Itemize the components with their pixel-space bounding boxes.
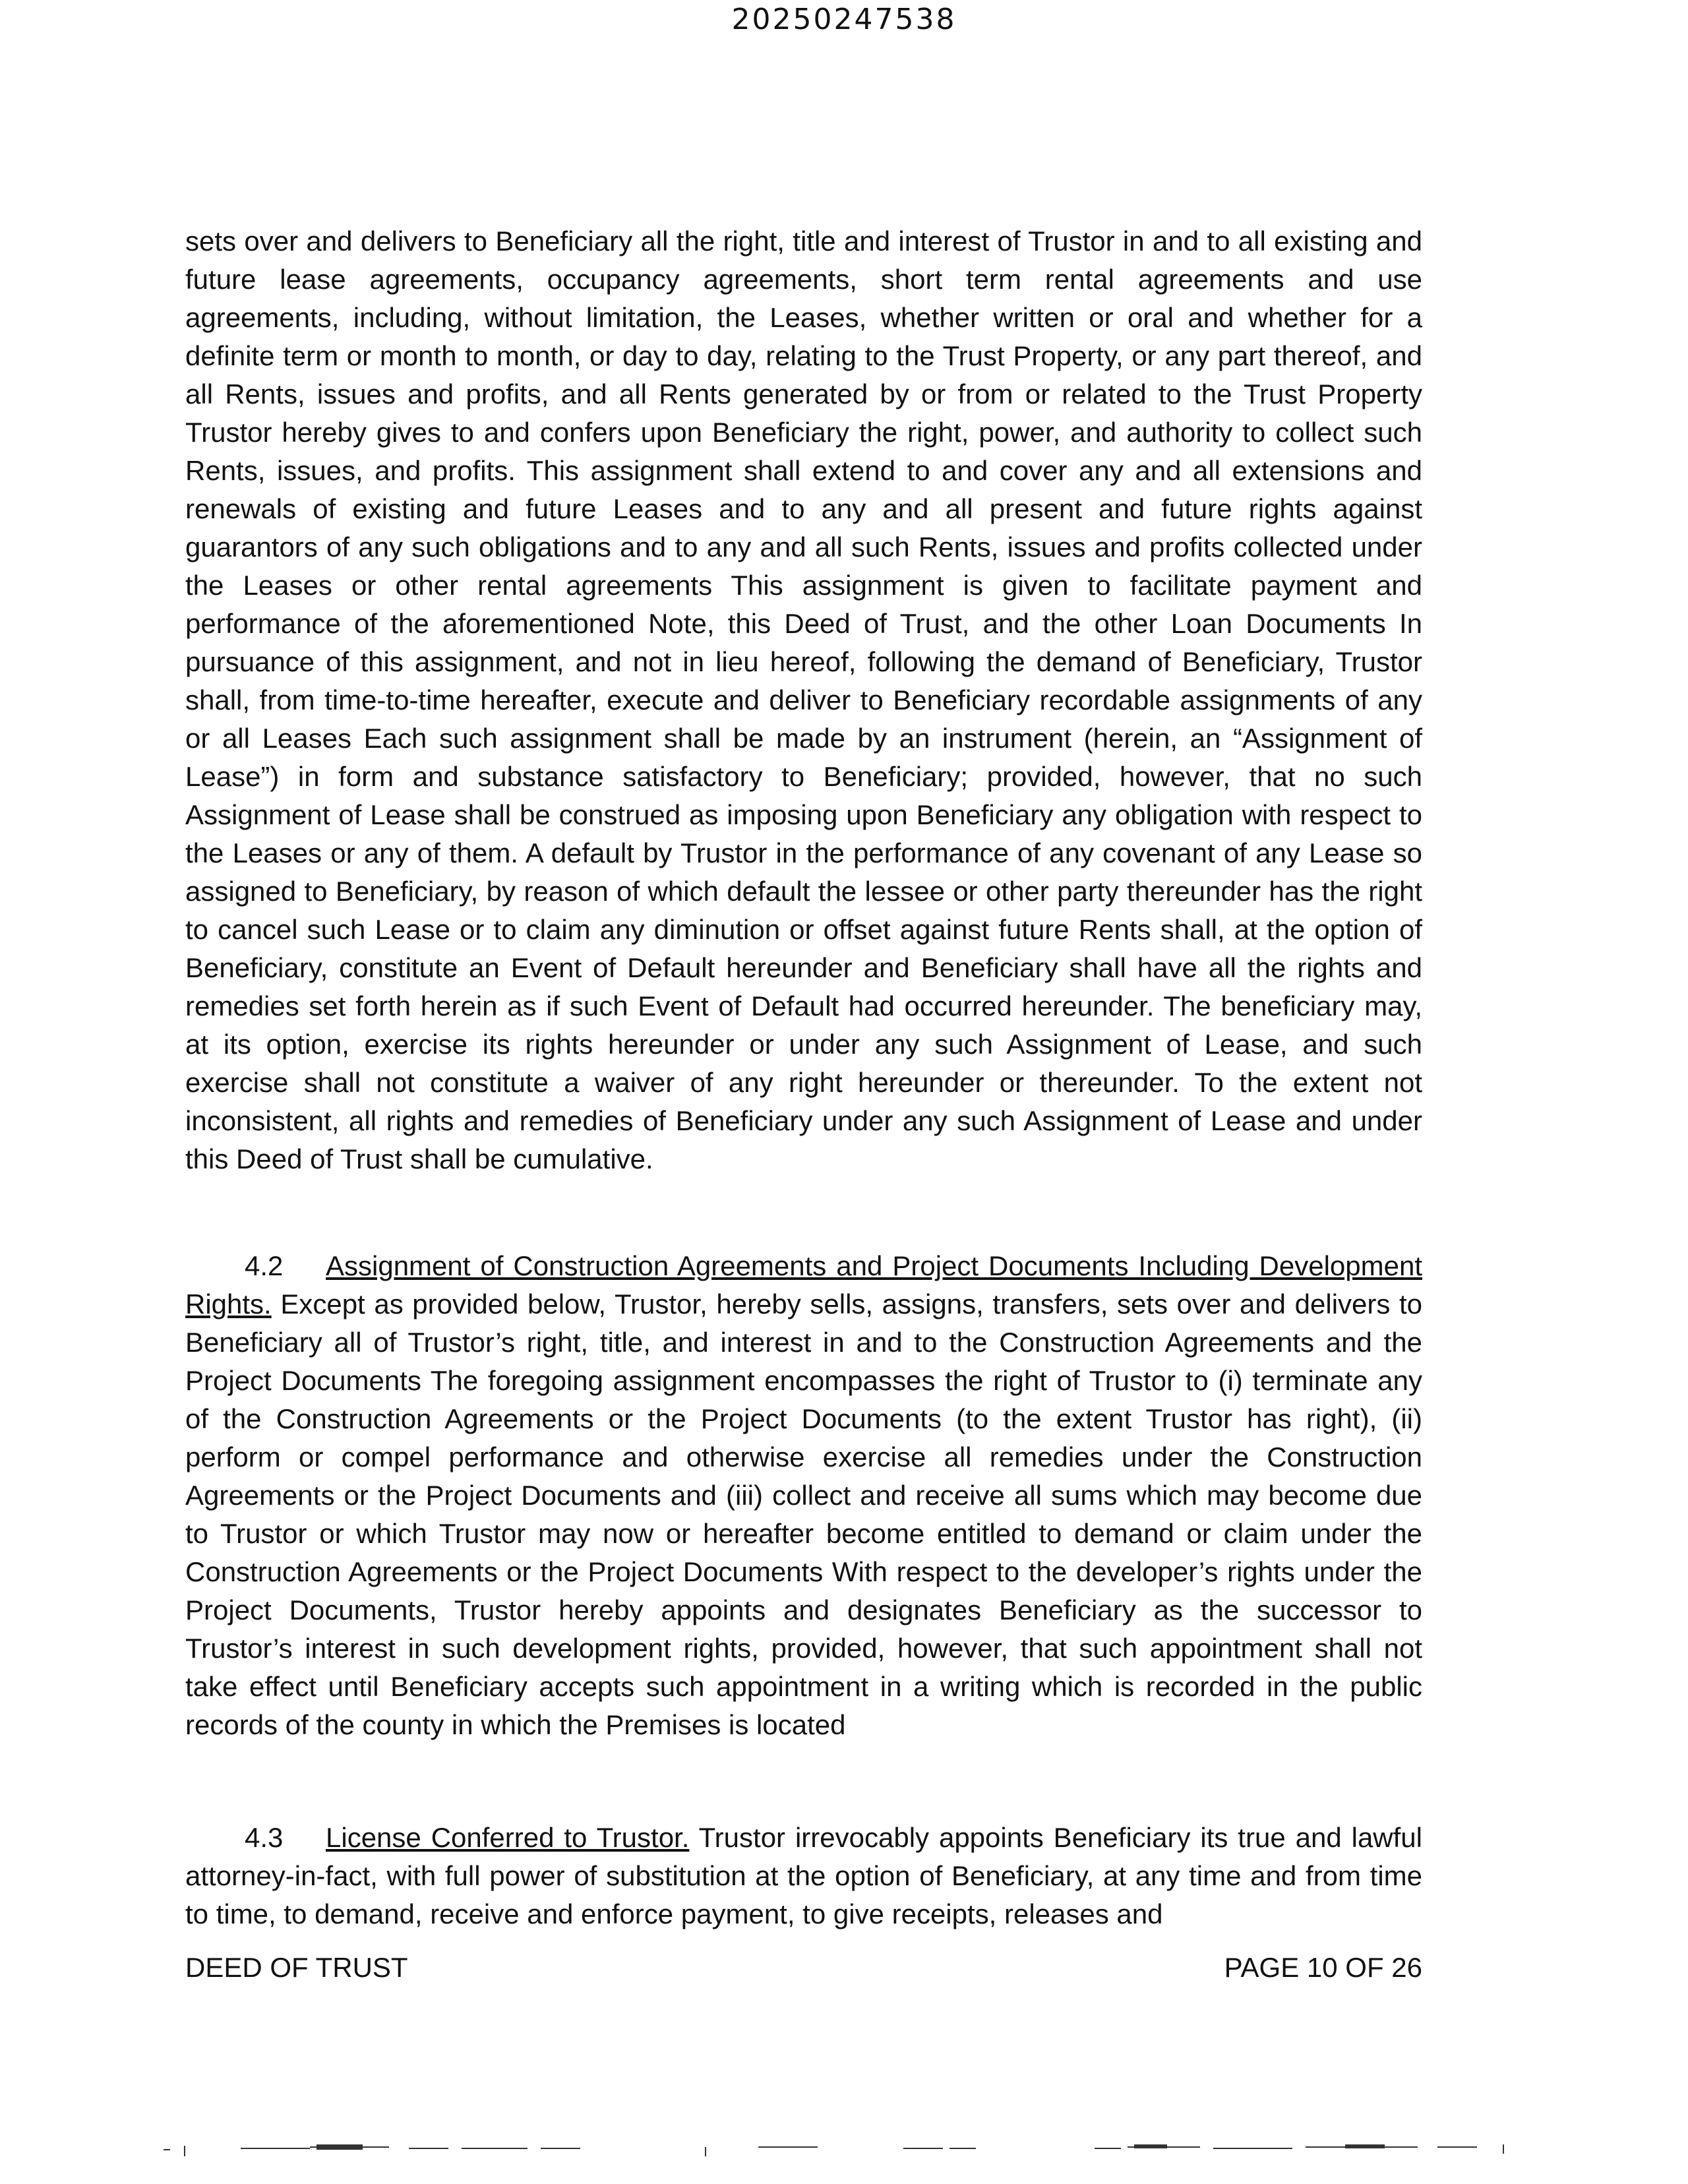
- section-heading: License Conferred to Trustor.: [326, 1822, 690, 1853]
- section-number: 4.2: [245, 1250, 284, 1281]
- section-4-2: [185, 1247, 1422, 1744]
- section-4-3: [185, 1819, 1422, 1933]
- paragraph-rents-assignment: sets over and delivers to Beneficiary all the right, title and interest of Trustor in and to all existing and future lease agreements, occupancy agreements, short term rental agreements and use agreements, including, without limitation, the Leases, whether written or oral and whether for a definite term or month to month, or day to day, relating to the Trust Property, or any part thereof, and all Rents, issues and profits, and all Rents generated by or from or related to the Trust Property Trustor hereby gives to and confers upon Beneficiary the right, power, and authority to collect such Rents, issues, and profits. This assignment shall extend to and cover any and all extensions and renewals of existing and future Leases and to any and all present and future rights against guarantors of any such obligations and to any and all such Rents, issues and profits collected under the Leases or other rental agreements This assignment is given to facilitate payment and performance of the aforementioned Note, this Deed of Trust, and the other Loan Documents In pursuance of this assignment, and not in lieu hereof, following the demand of Beneficiary, Trustor shall, from time-to-time hereafter, execute and deliver to Beneficiary recordable assignments of any or all Leases Each such assignment shall be made by an instrument (herein, an “Assignment of Lease”) in form and substance satisfactory to Beneficiary; provided, however, that no such Assignment of Lease shall be construed as imposing upon Beneficiary any obligation with respect to the Leases or any of them. A default by Trustor in the performance of any covenant of any Lease so assigned to Beneficiary, by reason of which default the lessee or other party thereunder has the right to cancel such Lease or to claim any diminution or offset against future Rents shall, at the option of Beneficiary, constitute an Event of Default hereunder and Beneficiary shall have all the rights and remedies set forth herein as if such Event of Default had occurred hereunder. The beneficiary may, at its option, exercise its rights hereunder or under any such Assignment of Lease, and such exercise shall not constitute a waiver of any right hereunder or thereunder. To the extent not inconsistent, all rights and remedies of Beneficiary under any such Assignment of Lease and under this Deed of Trust shall be cumulative.: [185, 226, 1422, 1174]
- footer-page-number: PAGE 10 OF 26: [1224, 1952, 1422, 1983]
- scan-artifact-marks: [0, 2130, 1688, 2184]
- section-body: Except as provided below, Trustor, hereby sells, assigns, transfers, sets over and delivers to Beneficiary all of Trustor’s right, title, and interest in and to the Construction Agreements and the Project Documents The foregoing assignment encompasses the right of Trustor to (i) terminate any of the Construction Agreements or the Project Documents (to the extent Trustor has right), (ii) perform or compel performance and otherwise exercise all remedies under the Construction Agreements or the Project Documents and (iii) collect and receive all sums which may become due to Trustor or which Trustor may now or hereafter become entitled to demand or claim under the Construction Agreements or the Project Documents With respect to the developer’s rights under the Project Documents, Trustor hereby appoints and designates Beneficiary as the successor to Trustor’s interest in such development rights, provided, however, that such appointment shall not take effect until Beneficiary accepts such appointment in a writing which is recorded in the public records of the county in which the Premises is located: [185, 1289, 1422, 1740]
- section-heading: Assignment of Construction Agreements and Project Documents Including Development Rights.: [185, 1250, 1422, 1320]
- section-body: Trustor irrevocably appoints Beneficiary its true and lawful attorney-in-fact, with full power of substitution at the option of Beneficiary, at any time and from time to time, to demand, receive and enforce payment, to give receipts, releases and: [185, 1822, 1422, 1929]
- section-number: 4.3: [245, 1822, 284, 1853]
- recording-number: 20250247538: [731, 3, 957, 36]
- footer-document-title: DEED OF TRUST: [185, 1952, 408, 1983]
